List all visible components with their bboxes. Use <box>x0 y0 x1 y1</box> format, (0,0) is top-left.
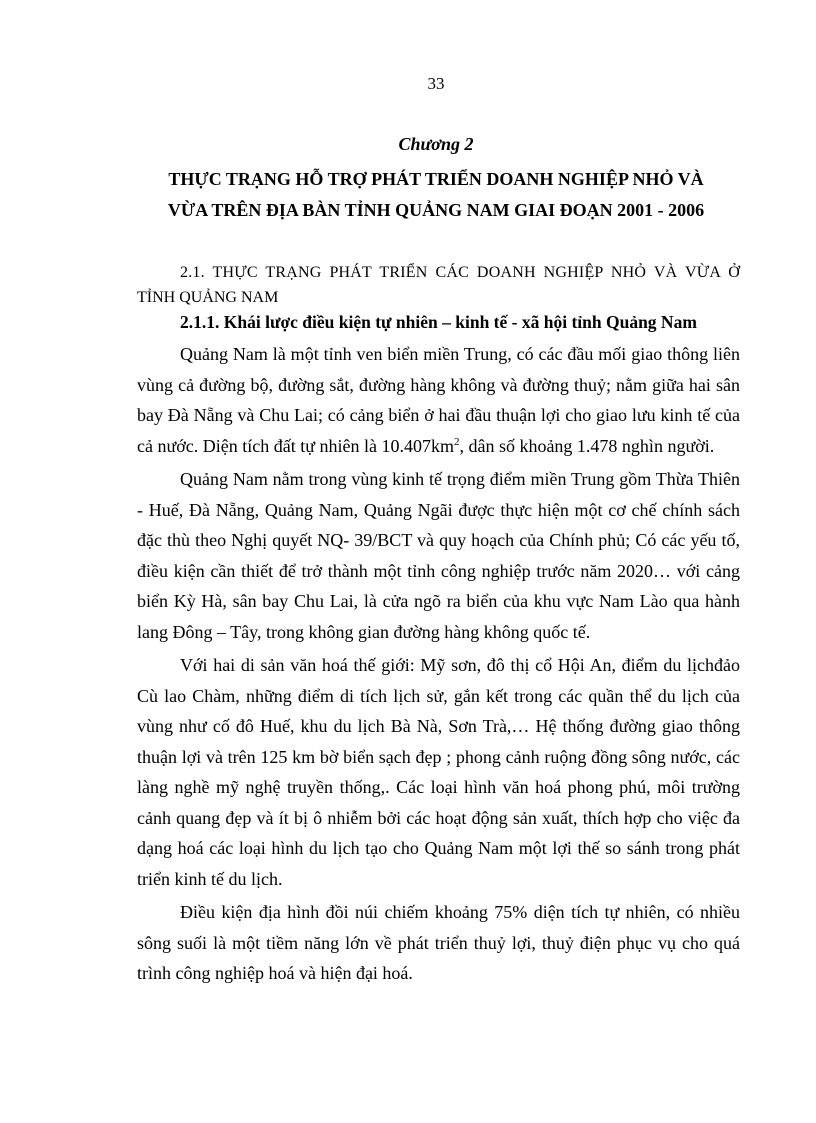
chapter-label: Chương 2 <box>398 134 474 154</box>
section-heading-line-2: TỈNH QUẢNG NAM <box>137 289 279 306</box>
superscript: 2 <box>453 435 460 448</box>
section-heading-line-1: 2.1. THỰC TRẠNG PHÁT TRIỂN CÁC DOANH NGHIỆP NHỎ VÀ VỪA Ở <box>180 264 740 281</box>
body-text <box>137 339 740 992</box>
section-heading <box>137 260 740 310</box>
subsection-heading <box>137 307 740 338</box>
chapter-title-line-2: VỪA TRÊN ĐỊA BÀN TỈNH QUẢNG NAM GIAI ĐOẠN 2001 - 2006 <box>167 200 705 220</box>
paragraph-1 <box>137 339 740 461</box>
page-number: 33 <box>427 74 445 93</box>
chapter-title <box>130 164 742 226</box>
subsection-heading-text: 2.1.1. Khái lược điều kiện tự nhiên – kinh tế - xã hội tỉnh Quảng Nam <box>180 312 697 332</box>
paragraph-1-text: Quảng Nam là một tỉnh ven biển miền Trung, có các đầu mối giao thông liên vùng cả đường bộ, đường sắt, đường hàng không và đường thuỷ; nằm giữa hai sân bay Đà Nẵng và Chu Lai; có cảng biển ở hai đầu thuận lợi cho giao lưu kinh tế của cả nước. Diện tích đất tự nhiên là 10.407km <box>137 344 740 456</box>
paragraph-4: Điều kiện địa hình đồi núi chiếm khoảng 75% diện tích tự nhiên, có nhiều sông suối là một tiềm năng lớn về phát triển thuỷ lợi, thuỷ điện phục vụ cho quá trình công nghiệp hoá và hiện đại hoá. <box>137 902 740 983</box>
paragraph-2: Quảng Nam nằm trong vùng kinh tế trọng điểm miền Trung gồm Thừa Thiên - Huế, Đà Nẵng, Quảng Nam, Quảng Ngãi được thực hiện một cơ chế chính sách đặc thù theo Nghị quyết NQ- 39/BCT và quy hoạch của Chính phủ; Có các yếu tố, điều kiện cần thiết để trở thành một tỉnh công nghiệp trước năm 2020… với cảng biển Kỳ Hà, sân bay Chu Lai, là cửa ngõ ra biển của khu vực Nam Lào qua hành lang Đông – Tây, trong không gian đường hàng không quốc tế. <box>137 469 740 642</box>
paragraph-1-text-end: , dân số khoảng 1.478 nghìn người. <box>459 435 715 456</box>
paragraph-3: Với hai di sản văn hoá thế giới: Mỹ sơn, đô thị cổ Hội An, điểm du lịchđảo Cù lao Chàm, những điểm di tích lịch sử, gắn kết trong các quần thể du lịch của vùng như cố đô Huế, khu du lịch Bà Nà, Sơn Trà,… Hệ thống đường giao thông thuận lợi và trên 125 km bờ biển sạch đẹp ; phong cảnh ruộng đồng sông nước, các làng nghề mỹ nghệ truyền thống,. Các loại hình văn hoá phong phú, môi trường cảnh quang đẹp và ít bị ô nhiễm bởi các hoạt động sản xuất, thích hợp cho việc đa dạng hoá các loại hình du lịch tạo cho Quảng Nam một lợi thế so sánh trong phát triển kinh tế du lịch. <box>137 655 740 889</box>
chapter-title-line-1: THỰC TRẠNG HỖ TRỢ PHÁT TRIỂN DOANH NGHIỆP NHỎ VÀ <box>168 169 704 189</box>
